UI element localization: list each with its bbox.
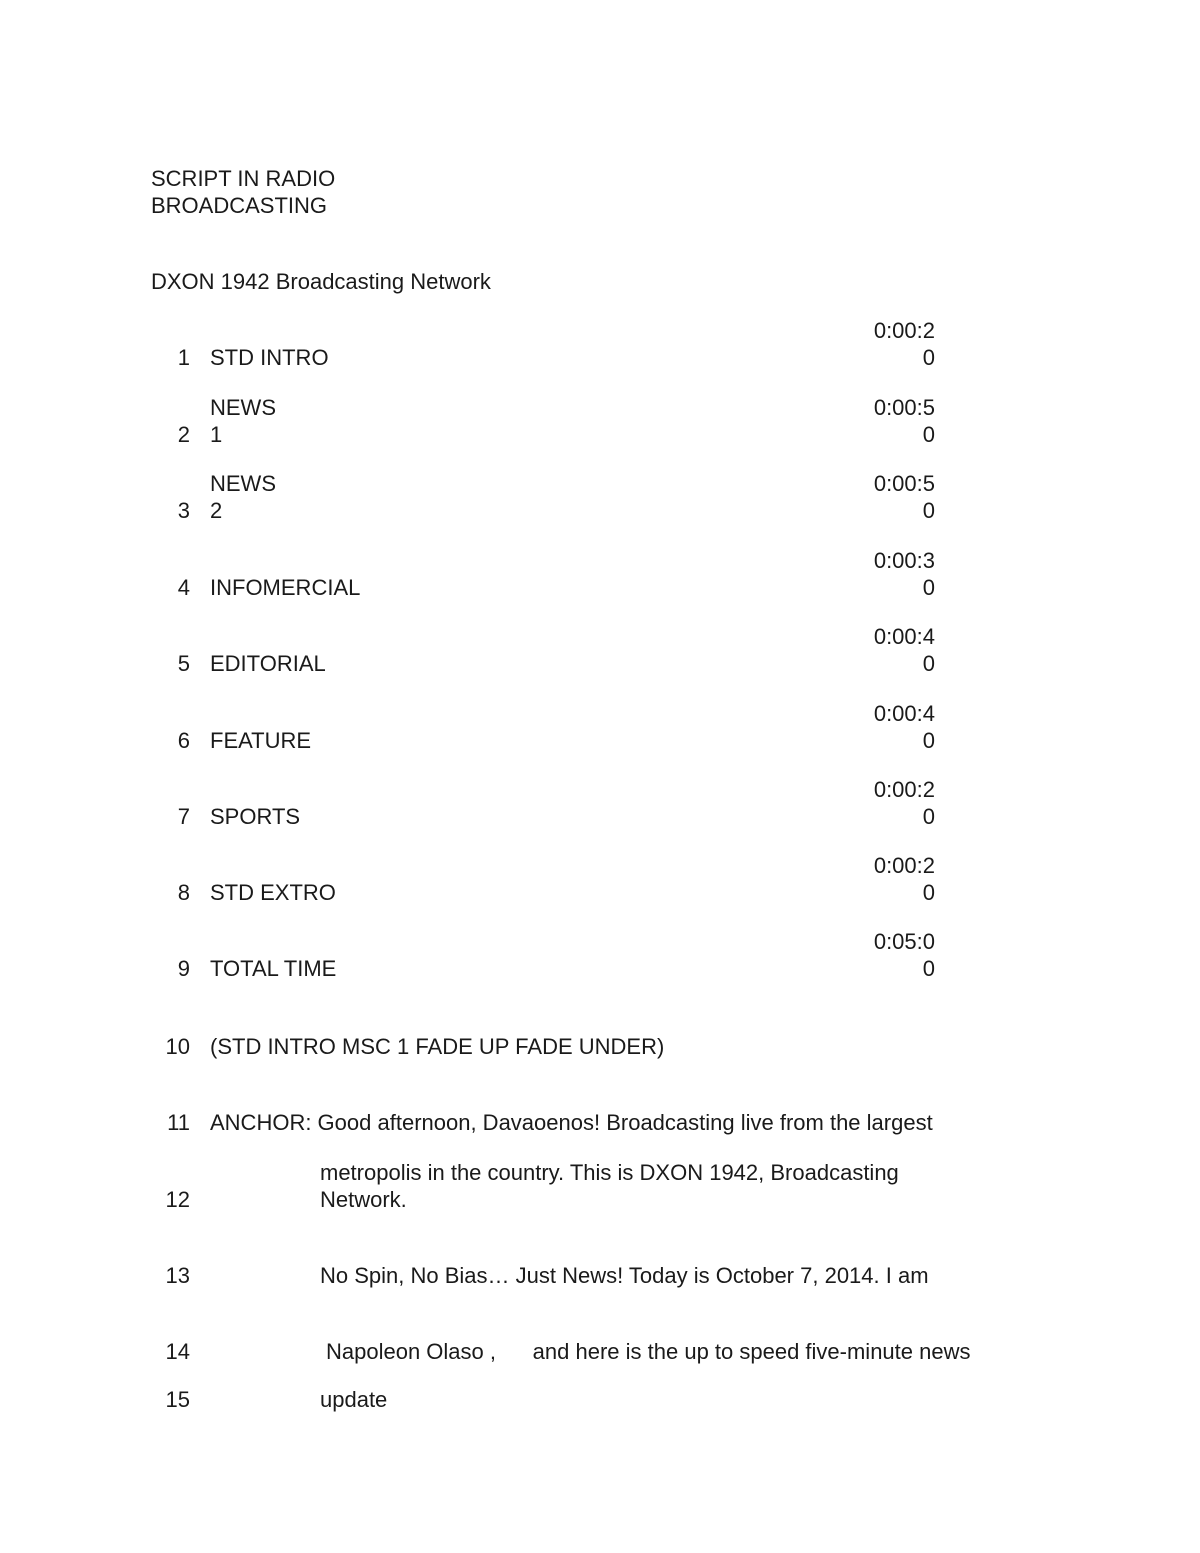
segment-name: STD EXTRO bbox=[210, 880, 336, 905]
segment-time: 0:00:4 0 bbox=[873, 624, 935, 676]
line-number: 12 bbox=[165, 1187, 190, 1212]
segment-time: 0:00:2 0 bbox=[873, 777, 935, 829]
segment-name: STD INTRO bbox=[210, 345, 329, 370]
row-number: 9 bbox=[177, 956, 190, 981]
line-number: 13 bbox=[165, 1263, 190, 1288]
line-number: 15 bbox=[165, 1387, 190, 1412]
script-text: (STD INTRO MSC 1 FADE UP FADE UNDER) bbox=[210, 1034, 665, 1059]
script-text: update bbox=[320, 1387, 388, 1412]
segment-name: FEATURE bbox=[210, 728, 312, 753]
segment-time: 0:05:0 0 bbox=[873, 929, 935, 981]
row-number: 4 bbox=[177, 575, 190, 600]
title-line-1: SCRIPT IN RADIO bbox=[151, 166, 336, 191]
segment-time: 0:00:5 0 bbox=[873, 395, 935, 447]
segment-time: 0:00:4 0 bbox=[873, 701, 935, 753]
line-number: 14 bbox=[165, 1339, 190, 1364]
segment-name: TOTAL TIME bbox=[210, 956, 337, 981]
row-number: 2 bbox=[177, 422, 190, 447]
segment-time: 0:00:3 0 bbox=[873, 548, 935, 600]
segment-name: NEWS 1 bbox=[210, 395, 276, 447]
script-text: Network. bbox=[320, 1187, 407, 1212]
segment-name: INFOMERCIAL bbox=[210, 575, 361, 600]
network-name: DXON 1942 Broadcasting Network bbox=[151, 269, 491, 294]
script-text: Napoleon Olaso , and here is the up to speed five-minute news bbox=[326, 1339, 971, 1364]
line-number: 10 bbox=[165, 1034, 190, 1059]
segment-name: SPORTS bbox=[210, 804, 301, 829]
line-number: 11 bbox=[167, 1110, 190, 1135]
script-text: No Spin, No Bias… Just News! Today is October 7, 2014. I am bbox=[320, 1263, 929, 1288]
row-number: 1 bbox=[177, 345, 190, 370]
row-number: 8 bbox=[177, 880, 190, 905]
script-text: ANCHOR: Good afternoon, Davaoenos! Broadcasting live from the largest bbox=[210, 1110, 933, 1135]
segment-name: NEWS 2 bbox=[210, 471, 276, 523]
script-text: metropolis in the country. This is DXON 1942, Broadcasting bbox=[320, 1160, 899, 1185]
document-title bbox=[151, 165, 335, 219]
title-line-2: BROADCASTING bbox=[151, 193, 328, 218]
segment-time: 0:00:2 0 bbox=[873, 318, 935, 370]
segment-name: EDITORIAL bbox=[210, 651, 326, 676]
segment-time: 0:00:2 0 bbox=[873, 853, 935, 905]
row-number: 3 bbox=[177, 498, 190, 523]
segment-time: 0:00:5 0 bbox=[873, 471, 935, 523]
row-number: 7 bbox=[177, 804, 190, 829]
row-number: 6 bbox=[177, 728, 190, 753]
row-number: 5 bbox=[177, 651, 190, 676]
